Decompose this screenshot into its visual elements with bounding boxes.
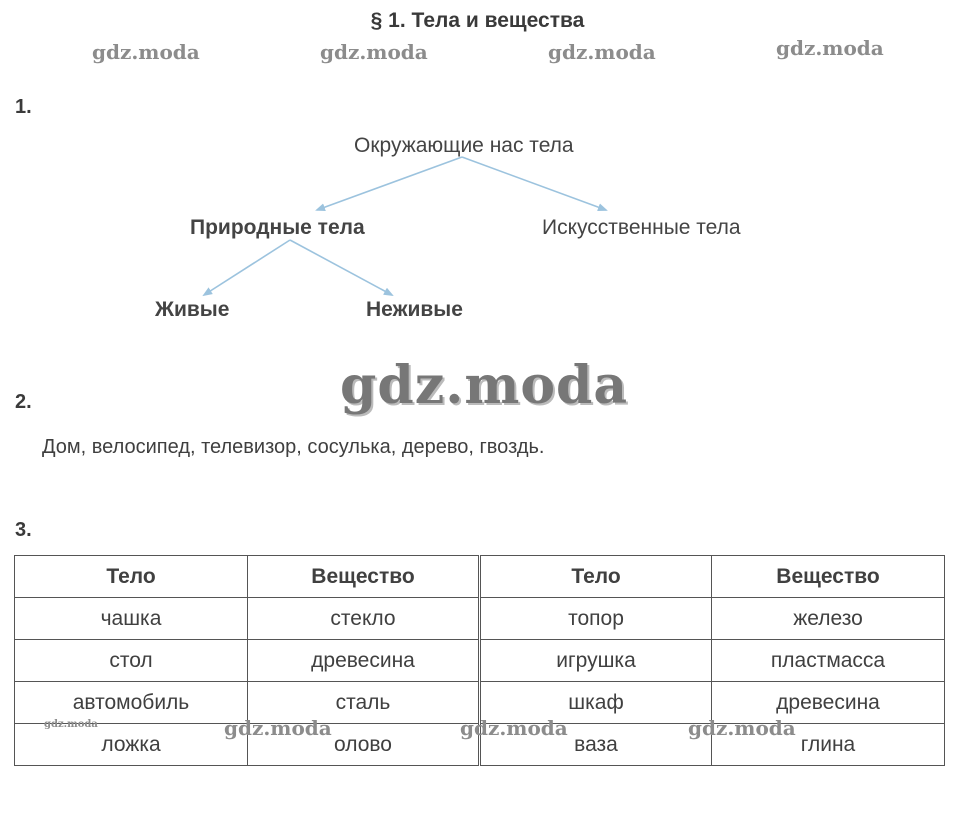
table-cell: древесина — [248, 640, 480, 682]
table-header-row — [15, 556, 945, 598]
task3-number: 3. — [15, 519, 32, 541]
node-living: Живые — [155, 298, 230, 321]
header-substance: Вещество — [712, 556, 945, 598]
table-cell: стекло — [248, 598, 480, 640]
table-row — [15, 682, 945, 724]
task2-number: 2. — [15, 391, 32, 413]
table-row — [15, 724, 945, 766]
table-cell: древесина — [712, 682, 945, 724]
node-nonliving: Неживые — [366, 298, 463, 321]
table-cell: сталь — [248, 682, 480, 724]
body-substance-table — [14, 555, 945, 766]
table-cell: железо — [712, 598, 945, 640]
table-cell: пластмасса — [712, 640, 945, 682]
watermark: gdz.moda — [688, 716, 796, 740]
arrow-natural-living — [204, 240, 290, 295]
watermark: gdz.moda — [224, 716, 332, 740]
watermark: gdz.moda — [320, 40, 428, 64]
table-cell: автомобиль — [15, 682, 248, 724]
watermark: gdz.moda — [776, 36, 884, 60]
table-cell: игрушка — [480, 640, 712, 682]
table-cell: олово — [248, 724, 480, 766]
task2-answer: Дом, велосипед, телевизор, сосулька, дерево, гвоздь. — [42, 436, 545, 458]
table-cell: ложка — [15, 724, 248, 766]
header-body: Тело — [480, 556, 712, 598]
table-cell: чашка — [15, 598, 248, 640]
page-title: § 1. Тела и вещества — [370, 9, 585, 32]
table-cell: стол — [15, 640, 248, 682]
task1-number: 1. — [15, 96, 32, 118]
header-body: Тело — [15, 556, 248, 598]
arrow-root-natural — [317, 157, 462, 210]
table-row — [15, 640, 945, 682]
arrow-natural-nonliving — [290, 240, 392, 295]
table-cell: шкаф — [480, 682, 712, 724]
diagram-arrows — [0, 0, 955, 330]
node-artificial: Искусственные тела — [542, 216, 741, 239]
table-cell: ваза — [480, 724, 712, 766]
header-substance: Вещество — [248, 556, 480, 598]
watermark: gdz.moda — [548, 40, 656, 64]
table-cell: глина — [712, 724, 945, 766]
table-row — [15, 598, 945, 640]
watermark: gdz.moda — [44, 719, 98, 730]
arrow-root-artificial — [462, 157, 606, 210]
node-natural: Природные тела — [190, 216, 365, 239]
watermark: gdz.moda — [460, 716, 568, 740]
table-cell: топор — [480, 598, 712, 640]
watermark-large: gdz.moda — [340, 355, 629, 416]
node-root: Окружающие нас тела — [354, 134, 574, 157]
watermark: gdz.moda — [92, 40, 200, 64]
